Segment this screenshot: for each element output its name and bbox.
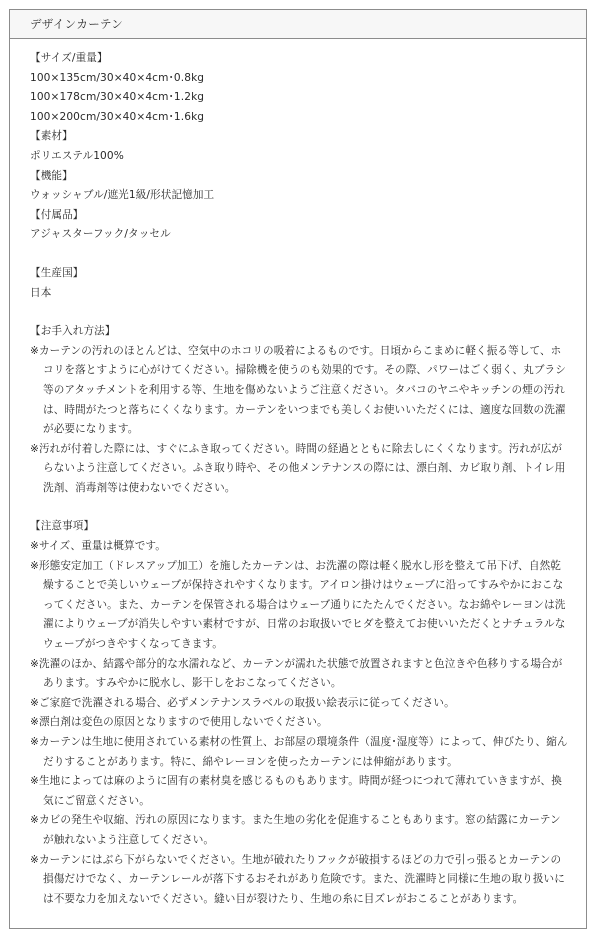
- function-heading: 【機能】: [30, 169, 73, 182]
- care-note: ※汚れが付着した際には、すぐにふき取ってください。時間の経過とともに除去しにくくなります。汚れが広がらないよう注意してください。ふき取り時や、その他メンテナンスの際には、漂白剤、カビ取り剤、トイレ用洗剤、消毒剤等は使わないでください。: [30, 442, 566, 494]
- accessory-value: アジャスターフック/タッセル: [30, 228, 171, 241]
- size-heading: 【サイズ/重量】: [30, 52, 108, 64]
- spec-panel: [9, 9, 587, 929]
- panel-header: [10, 10, 586, 39]
- caution-note: ※サイズ、重量は概算です。: [30, 540, 166, 553]
- caution-note: ※漂白剤は変色の原因となりますので使用しないでください。: [30, 716, 328, 729]
- caution-note: ※カーテンにはぶら下がらないでください。生地が破れたりフックが破損するほどの力で引っ張るとカーテンの損傷だけでなく、カーテンレールが落下するおそれがあり危険です。また、洗濯時と同様に生地の取り扱いには不要な力を加えないでください。縫い目が裂けたり、生地の糸に目ズレがおこることがあります。: [30, 853, 565, 905]
- panel-content: [10, 39, 586, 909]
- caution-note: ※カビの発生や収縮、汚れの原因になります。また生地の劣化を促進することもあります。窓の結露にカーテンが触れないよう注意してください。: [30, 814, 561, 846]
- size-line: 100×178cm/30×40×4cm･1.2kg: [30, 91, 205, 104]
- material-value: ポリエステル100%: [30, 149, 124, 162]
- caution-heading: 【注意事項】: [30, 520, 95, 533]
- origin-value: 日本: [30, 286, 52, 299]
- accessory-heading: 【付属品】: [30, 208, 84, 221]
- care-note: ※カーテンの汚れのほとんどは、空気中のホコリの吸着によるものです。日頃からこまめに軽く振る等して、ホコリを落とすように心がけてください。掃除機を使うのも効果的です。その際、パワーはごく弱く、丸ブラシ等のアタッチメントを利用する等、生地を傷めないようご注意ください。タバコのヤニやキッチンの煙の汚れは、時間がたつと落ちにくくなります。カーテンをいつまでも美しくお使いいただくには、適度な回数の洗濯が必要になります。: [30, 344, 566, 436]
- size-line: 100×135cm/30×40×4cm･0.8kg: [30, 71, 205, 84]
- caution-note: ※ご家庭で洗濯される場合、必ずメンテナンスラベルの取扱い絵表示に従ってください。: [30, 696, 455, 709]
- caution-note: ※洗濯のほか、結露や部分的な水濡れなど、カーテンが濡れた状態で放置されますと色泣きや色移りする場合があります。すみやかに脱水し、影干しをおこなってください。: [30, 657, 563, 690]
- care-notes: [30, 342, 570, 499]
- origin-heading: 【生産国】: [30, 266, 84, 279]
- caution-note: ※形態安定加工（ドレスアップ加工）を施したカーテンは、お洗濯の際は軽く脱水し形を整えて吊下げ、自然乾燥することで美しいウェーブが保持されやすくなります。アイロン掛けはウェーブに沿ってすみやかにおこなってください。また、カーテンを保管される場合はウェーブ通りにたたんでください。なお綿やレーヨンは洗濯によりウェーブが消失しやすい素材ですが、日常のお取扱いでヒダを整えてお使いいただくとナチュラルなウェーブがつきやすくなってきます。: [30, 559, 566, 651]
- size-line: 100×200cm/30×40×4cm･1.6kg: [30, 110, 205, 123]
- panel-title: デザインカーテン: [30, 17, 124, 31]
- care-heading: 【お手入れ方法】: [30, 325, 116, 338]
- caution-note: ※生地によっては麻のように固有の素材臭を感じるものもあります。時間が経つにつれて薄れていきますが、換気にご留意ください。: [30, 775, 562, 807]
- material-heading: 【素材】: [30, 130, 73, 143]
- function-value: ウォッシャブル/遮光1級/形状記憶加工: [30, 189, 215, 202]
- caution-notes: [30, 537, 570, 909]
- caution-note: ※カーテンは生地に使用されている素材の性質上、お部屋の環境条件（温度･湿度等）によって、伸びたり、縮んだりすることがあります。特に、綿やレーヨンを使ったカーテンには伸縮があります。: [30, 736, 568, 768]
